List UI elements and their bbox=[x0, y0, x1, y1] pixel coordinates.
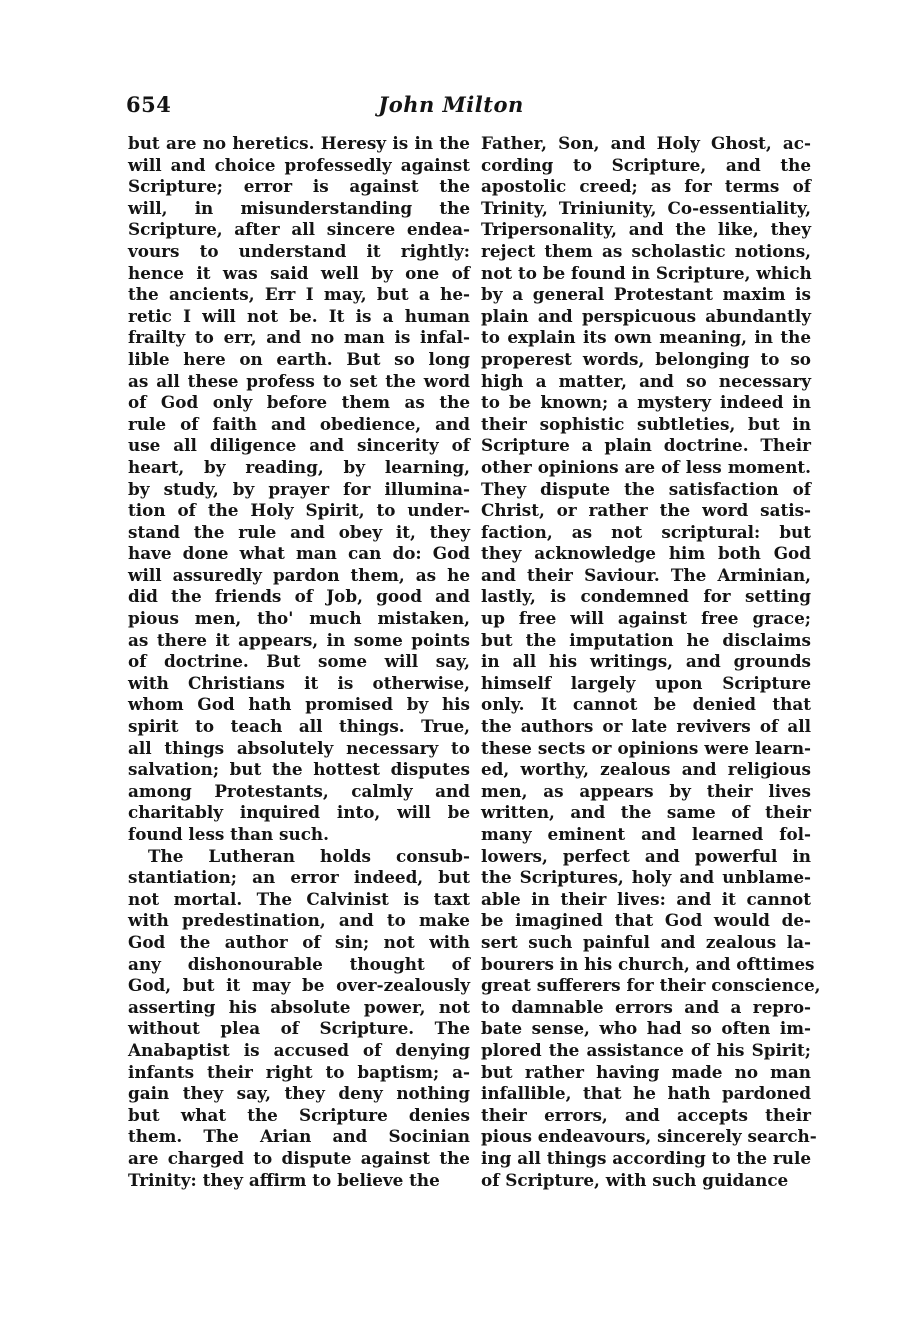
text-line: them. The Arian and Socinian bbox=[128, 1126, 470, 1147]
text-line: rule of faith and obedience, and bbox=[128, 413, 470, 434]
text-line: the ancients, Err I may, but a he- bbox=[128, 284, 470, 305]
text-line: tion of the Holy Spirit, to under- bbox=[128, 500, 470, 521]
text-line: by a general Protestant maxim is bbox=[481, 284, 811, 305]
right-text-column bbox=[481, 133, 821, 1191]
text-line: their sophistic subtleties, but in bbox=[481, 413, 811, 434]
text-line: not mortal. The Calvinist is taxt bbox=[128, 888, 470, 909]
text-line: plain and perspicuous abundantly bbox=[481, 305, 811, 326]
text-line: infallible, that he hath pardoned bbox=[481, 1083, 811, 1104]
text-line: the Scriptures, holy and unblame- bbox=[481, 867, 811, 888]
text-line: of doctrine. But some will say, bbox=[128, 651, 470, 672]
text-line: vours to understand it rightly: bbox=[128, 240, 470, 261]
text-line: charitably inquired into, will be bbox=[128, 802, 470, 823]
text-line: in all his writings, and grounds bbox=[481, 651, 811, 672]
text-line: God, but it may be over-zealously bbox=[128, 975, 470, 996]
text-line: Tripersonality, and the like, they bbox=[481, 219, 811, 240]
text-line: did the friends of Job, good and bbox=[128, 586, 470, 607]
text-line: but what the Scripture denies bbox=[128, 1104, 470, 1125]
text-line: plored the assistance of his Spirit; bbox=[481, 1039, 811, 1060]
text-line: not to be found in Scripture, which bbox=[481, 262, 812, 283]
text-line: Anabaptist is accused of denying bbox=[128, 1039, 470, 1060]
text-line: but are no heretics. Heresy is in the bbox=[128, 133, 470, 153]
text-line: of Scripture, with such guidance bbox=[481, 1169, 789, 1190]
text-line: but the imputation he disclaims bbox=[481, 629, 811, 650]
text-line: hence it was said well by one of bbox=[128, 262, 470, 283]
text-line: by study, by prayer for illumina- bbox=[128, 478, 470, 499]
text-line: men, as appears by their lives bbox=[481, 780, 811, 801]
text-line: to damnable errors and a repro- bbox=[481, 996, 811, 1017]
text-line: Trinity, Triniunity, Co-essentiality, bbox=[481, 197, 811, 218]
running-title: John Milton bbox=[378, 92, 524, 117]
text-line: frailty to err, and no man is infal- bbox=[128, 327, 470, 348]
text-line: many eminent and learned fol- bbox=[481, 824, 811, 844]
text-line: Scripture, after all sincere endea- bbox=[128, 219, 470, 240]
text-line: cording to Scripture, and the bbox=[481, 154, 811, 175]
text-line: all things absolutely necessary to bbox=[128, 737, 470, 758]
text-line: are charged to dispute against the bbox=[128, 1147, 470, 1168]
text-line: The Lutheran holds consub- bbox=[148, 845, 470, 866]
text-line: salvation; but the hottest disputes bbox=[128, 759, 470, 780]
page-number: 654 bbox=[126, 92, 172, 117]
text-line: able in their lives: and it cannot bbox=[481, 888, 811, 909]
text-line: will, in misunderstanding the bbox=[128, 197, 470, 218]
text-line: without plea of Scripture. The bbox=[128, 1018, 470, 1039]
text-line: as all these profess to set the word bbox=[128, 370, 470, 391]
text-line: and their Saviour. The Arminian, bbox=[481, 564, 811, 585]
text-line: whom God hath promised by his bbox=[128, 694, 470, 715]
text-line: himself largely upon Scripture bbox=[481, 672, 811, 693]
text-line: gain they say, they deny nothing bbox=[128, 1083, 470, 1104]
left-text-column bbox=[128, 133, 470, 1191]
text-line: lowers, perfect and powerful in bbox=[481, 845, 811, 866]
text-line: of God only before them as the bbox=[128, 392, 470, 413]
text-line: pious men, tho' much mistaken, bbox=[128, 608, 470, 629]
text-line: bate sense, who had so often im- bbox=[481, 1018, 811, 1039]
text-line: written, and the same of their bbox=[481, 802, 811, 823]
text-line: Scripture; error is against the bbox=[128, 176, 470, 197]
text-line: Scripture a plain doctrine. Their bbox=[481, 435, 811, 456]
text-line: as there it appears, in some points bbox=[128, 629, 470, 650]
text-line: ed, worthy, zealous and religious bbox=[481, 759, 811, 780]
text-line: will and choice professedly against bbox=[128, 154, 470, 175]
text-line: faction, as not scriptural: but bbox=[481, 521, 811, 542]
text-line: stand the rule and obey it, they bbox=[128, 521, 470, 542]
text-line: pious endeavours, sincerely search- bbox=[481, 1126, 817, 1147]
text-line: asserting his absolute power, not bbox=[128, 996, 470, 1017]
text-line: with Christians it is otherwise, bbox=[128, 672, 470, 693]
text-line: lastly, is condemned for setting bbox=[481, 586, 811, 607]
text-line: great sufferers for their conscience, bbox=[481, 975, 821, 996]
text-line: high a matter, and so necessary bbox=[481, 370, 811, 391]
text-line: stantiation; an error indeed, but bbox=[128, 867, 470, 888]
text-line: be imagined that God would de- bbox=[481, 910, 811, 931]
text-line: bourers in his church, and ofttimes bbox=[481, 953, 815, 974]
text-line: up free will against free grace; bbox=[481, 608, 811, 629]
text-line: infants their right to baptism; a- bbox=[128, 1061, 470, 1082]
text-line: sert such painful and zealous la- bbox=[481, 931, 811, 952]
text-line: God the author of sin; not with bbox=[128, 931, 470, 952]
text-line: other opinions are of less moment. bbox=[481, 456, 811, 477]
text-line: ing all things according to the rule bbox=[481, 1147, 811, 1168]
text-line: apostolic creed; as for terms of bbox=[481, 176, 811, 197]
text-line: to be known; a mystery indeed in bbox=[481, 392, 811, 413]
text-line: but rather having made no man bbox=[481, 1061, 811, 1082]
text-line: these sects or opinions were learn- bbox=[481, 737, 811, 758]
text-line: retic I will not be. It is a human bbox=[128, 305, 470, 326]
text-line: Father, Son, and Holy Ghost, ac- bbox=[481, 133, 811, 153]
text-line: spirit to teach all things. True, bbox=[128, 716, 470, 737]
text-line: to explain its own meaning, in the bbox=[481, 327, 811, 348]
text-line: with predestination, and to make bbox=[128, 910, 470, 931]
text-line: the authors or late revivers of all bbox=[481, 716, 811, 737]
text-line: they acknowledge him both God bbox=[481, 543, 811, 564]
text-line: properest words, belonging to so bbox=[481, 348, 811, 369]
text-line: have done what man can do: God bbox=[128, 543, 470, 564]
text-line: Christ, or rather the word satis- bbox=[481, 500, 811, 521]
text-line: will assuredly pardon them, as he bbox=[128, 564, 470, 585]
text-line: use all diligence and sincerity of bbox=[128, 435, 470, 456]
text-line: They dispute the satisfaction of bbox=[481, 478, 811, 499]
text-line: found less than such. bbox=[128, 824, 329, 844]
text-line: their errors, and accepts their bbox=[481, 1104, 811, 1125]
text-line: lible here on earth. But so long bbox=[128, 348, 470, 369]
text-line: heart, by reading, by learning, bbox=[128, 456, 470, 477]
text-line: reject them as scholastic notions, bbox=[481, 240, 811, 261]
text-line: among Protestants, calmly and bbox=[128, 780, 470, 801]
text-line: only. It cannot be denied that bbox=[481, 694, 811, 715]
text-line: any dishonourable thought of bbox=[128, 953, 470, 974]
text-line: Trinity: they affirm to believe the bbox=[128, 1169, 440, 1190]
